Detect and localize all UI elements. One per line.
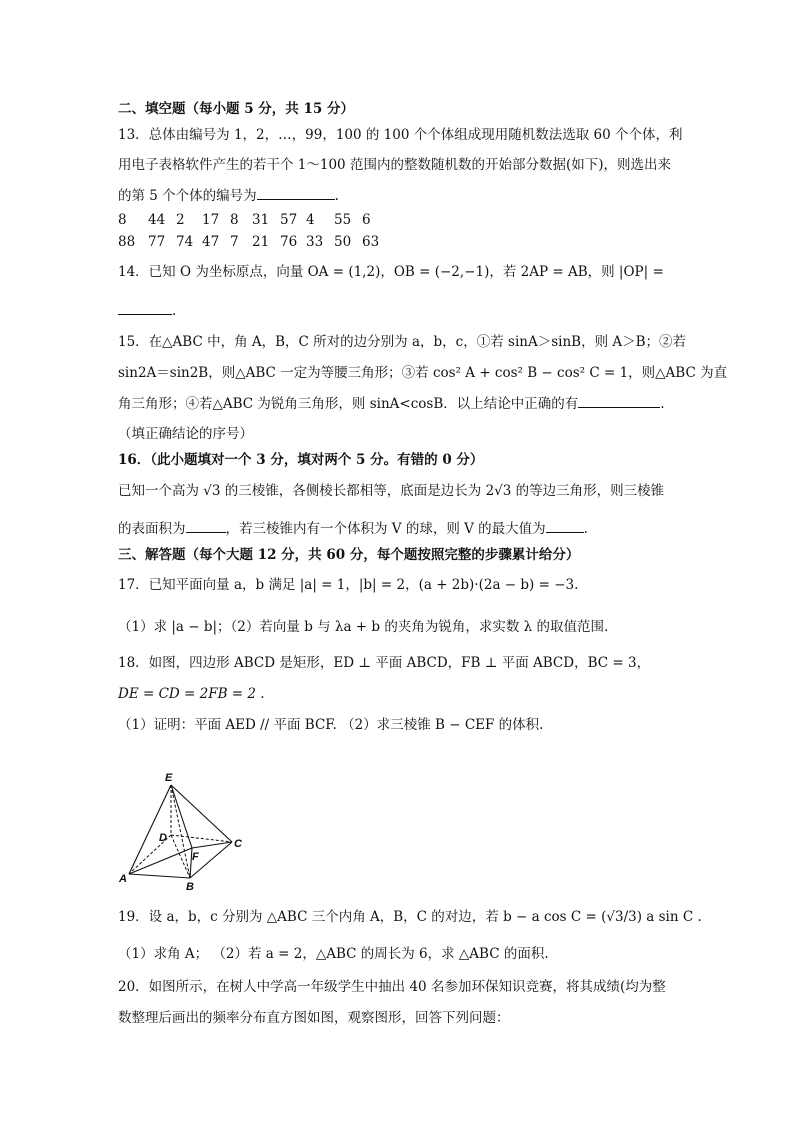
- rn-cell: 17: [202, 212, 220, 228]
- q16-blank1: [186, 520, 226, 533]
- rn-cell: 6: [362, 212, 371, 228]
- rn-cell: 4: [306, 212, 315, 228]
- label-C: C: [234, 838, 242, 850]
- q14-line1: 14．已知 O 为坐标原点，向量 OA = (1,2)，OB = (−2,−1)，若 2AP = AB，则 |OP| =: [118, 264, 664, 280]
- q20-line2: 数整理后画出的频率分布直方图如图，观察图形，回答下列问题：: [118, 1010, 510, 1026]
- rn-cell: 76: [280, 234, 298, 250]
- rn-cell: 8: [230, 212, 239, 228]
- q16-blank2: [546, 520, 584, 533]
- rn-cell: 88: [118, 234, 136, 250]
- random-numbers-row2: [118, 233, 382, 251]
- q16-line2-end: .: [583, 521, 588, 537]
- q16-heading: 16．（此小题填对一个 3 分，填对两个 5 分。有错的 0 分）: [118, 452, 484, 468]
- section3-heading: 三、解答题（每个大题 12 分，共 60 分，每个题按照完整的步骤累计给分）: [118, 547, 580, 563]
- q15-line3-end: .: [660, 396, 665, 412]
- edge-AB: [129, 874, 190, 878]
- edge-DC: [171, 835, 232, 842]
- q19-line2: （1）求角 A； （2）若 a = 2，△ABC 的周长为 6，求 △ABC 的面积.: [118, 946, 549, 962]
- rn-cell: 21: [252, 234, 270, 250]
- q17-line1: 17．已知平面向量 a，b 满足 |a| = 1，|b| = 2，(a + 2b)·(2a − b) = −3.: [118, 577, 579, 593]
- q15-line1: 15．在△ABC 中，角 A，B，C 所对的边分别为 a，b，c，①若 sinA＞sinB，则 A＞B；②若: [118, 334, 687, 350]
- q13-line1: 13．总体由编号为 1，2，…，99，100 的 100 个个体组成现用随机数法选取 60 个个体，利: [118, 127, 683, 143]
- label-A: A: [119, 873, 127, 885]
- q15-line3: 角三角形；④若△ABC 为锐角三角形，则 sinA<cosB．以上结论中正确的有: [118, 396, 579, 412]
- q16-line2a: 的表面积为: [118, 521, 186, 537]
- rn-cell: 63: [362, 234, 380, 250]
- rn-cell: 57: [280, 212, 298, 228]
- edge-EB: [171, 785, 190, 878]
- q13-line3: 的第 5 个个体的编号为: [118, 188, 257, 204]
- q17-line2: （1）求 |a − b|；（2）若向量 b 与 λa + b 的夹角为锐角，求实数 λ 的取值范围.: [118, 619, 609, 635]
- q15-line2: sin2A＝sin2B，则△ABC 一定为等腰三角形；③若 cos² A + cos² B − cos² C = 1，则△ABC 为直: [118, 365, 728, 381]
- label-D: D: [159, 832, 167, 844]
- q20-line1: 20．如图所示，在树人中学高一年级学生中抽出 40 名参加环保知识竞赛，将其成绩(均为整: [118, 979, 666, 995]
- section2-heading: 二、填空题（每小题 5 分，共 15 分）: [118, 101, 354, 117]
- rn-cell: 8: [118, 212, 127, 228]
- rn-cell: 74: [176, 234, 194, 250]
- rn-cell: 55: [334, 212, 352, 228]
- q14-line2: [118, 302, 176, 320]
- label-F: F: [192, 851, 199, 863]
- q14-line2-end: .: [172, 303, 177, 319]
- q18-line3: （1）证明：平面 AED // 平面 BCF. （2）求三棱锥 B − CEF 的体积.: [118, 717, 544, 733]
- q15-blank: [578, 395, 660, 408]
- rn-cell: 77: [148, 234, 166, 250]
- edge-AF: [129, 848, 192, 874]
- q15-line3-wrap: [118, 395, 665, 413]
- edge-DB: [171, 835, 190, 878]
- q15-line4: （填正确结论的序号）: [118, 426, 253, 442]
- pyramid-figure: [116, 770, 251, 892]
- rn-cell: 31: [252, 212, 270, 228]
- rn-cell: 7: [230, 234, 239, 250]
- q19-line1: 19．设 a，b，c 分别为 △ABC 三个内角 A，B，C 的对边，若 b − a cos C = (√3/3) a sin C .: [118, 909, 702, 925]
- rn-cell: 50: [334, 234, 352, 250]
- q18-line2: DE = CD = 2FB = 2 .: [118, 686, 265, 702]
- label-E: E: [165, 772, 173, 784]
- label-B: B: [186, 881, 194, 892]
- q16-line2b: ，若三棱锥内有一个体积为 V 的球，则 V 的最大值为: [225, 521, 546, 537]
- q14-blank: [118, 302, 172, 315]
- q13-line3-wrap: [118, 187, 339, 205]
- rn-cell: 2: [176, 212, 185, 228]
- rn-cell: 47: [202, 234, 220, 250]
- rn-cell: 33: [306, 234, 324, 250]
- q16-line2-wrap: [118, 520, 588, 538]
- edge-EA: [129, 785, 171, 874]
- q18-line1: 18．如图，四边形 ABCD 是矩形，ED ⊥ 平面 ABCD，FB ⊥ 平面 ABCD，BC = 3，: [118, 655, 651, 671]
- rn-cell: 44: [148, 212, 166, 228]
- q16-line1: 已知一个高为 √3 的三棱锥，各侧棱长都相等，底面是边长为 2√3 的等边三角形，则三棱锥: [118, 483, 665, 499]
- q13-blank: [257, 187, 335, 200]
- q13-line3-end: .: [334, 188, 339, 204]
- random-numbers-row1: [118, 211, 382, 229]
- q13-line2: 用电子表格软件产生的若干个 1～100 范围内的整数随机数的开始部分数据(如下)，则选出来: [118, 157, 671, 173]
